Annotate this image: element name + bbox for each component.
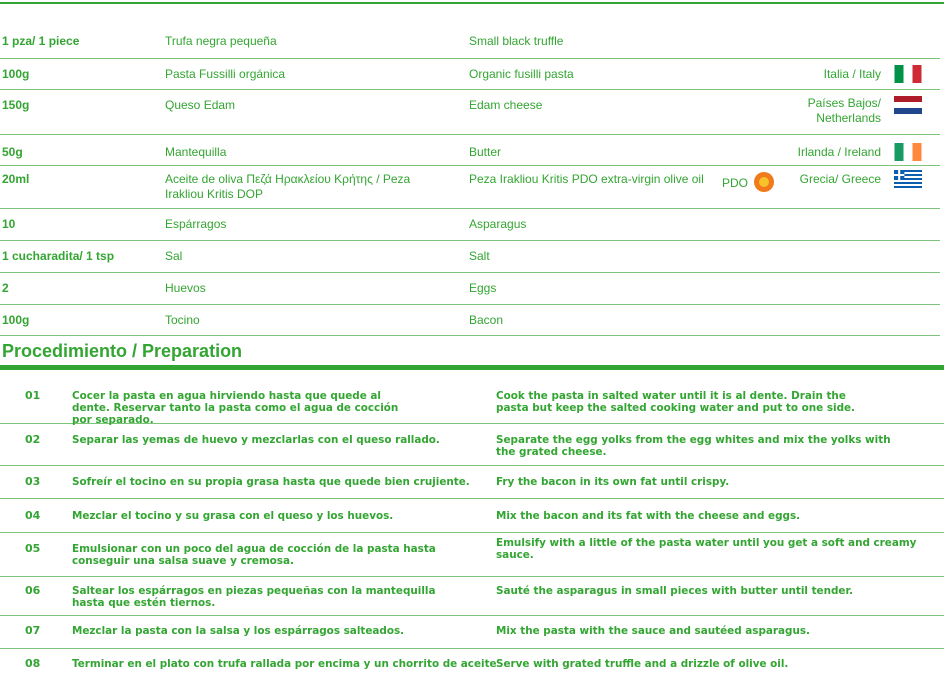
italy-flag-icon bbox=[894, 65, 922, 83]
step-text-en: Emulsify with a little of the pasta water until you get a soft and creamy sauce. bbox=[496, 537, 917, 561]
ingredient-name-en: Organic fusilli pasta bbox=[469, 67, 574, 81]
ireland-flag-icon bbox=[894, 143, 922, 161]
ingredient-row bbox=[0, 273, 940, 305]
ingredient-name-es: Huevos bbox=[165, 281, 206, 295]
step-row bbox=[0, 373, 944, 424]
ingredient-country: Países Bajos/ Netherlands bbox=[807, 96, 881, 125]
step-number: 04 bbox=[25, 509, 41, 522]
step-row bbox=[0, 499, 944, 533]
step-text-en: Mix the pasta with the sauce and sautéed asparagus. bbox=[496, 625, 810, 637]
ingredient-quantity: 50g bbox=[2, 145, 23, 159]
pdo-label: PDO bbox=[722, 176, 749, 190]
ingredient-name-es: Espárragos bbox=[165, 217, 227, 231]
step-number: 07 bbox=[25, 624, 41, 637]
step-text-es: Terminar en el plato con trufa rallada por encima y un chorrito de aceite bbox=[72, 658, 497, 670]
top-divider bbox=[0, 2, 944, 4]
step-text-es: Sofreír el tocino en su propia grasa hasta que quede bien crujiente. bbox=[72, 476, 470, 488]
ingredient-name-en: Butter bbox=[469, 145, 502, 159]
step-row bbox=[0, 577, 944, 616]
netherlands-flag-icon bbox=[894, 96, 922, 114]
step-text-en: Serve with grated truffle and a drizzle of olive oil. bbox=[496, 658, 789, 670]
step-row bbox=[0, 533, 944, 577]
ingredient-name-en: Peza Irakliou Kritis PDO extra-virgin olive oil bbox=[469, 172, 704, 186]
step-row bbox=[0, 616, 944, 649]
section-divider bbox=[0, 365, 944, 370]
ingredient-row bbox=[0, 209, 940, 241]
step-number: 08 bbox=[25, 657, 41, 670]
ingredient-quantity: 20ml bbox=[2, 172, 30, 186]
ingredients-table bbox=[0, 26, 940, 336]
ingredient-name-en: Small black truffle bbox=[469, 34, 564, 48]
ingredient-name-es: Sal bbox=[165, 249, 183, 263]
steps-table bbox=[0, 373, 944, 679]
ingredient-name-es: Trufa negra pequeña bbox=[165, 34, 277, 48]
ingredient-quantity: 100g bbox=[2, 67, 30, 81]
ingredient-quantity: 100g bbox=[2, 313, 30, 327]
step-row bbox=[0, 466, 944, 499]
step-number: 02 bbox=[25, 433, 41, 446]
step-text-es: Cocer la pasta en agua hirviendo hasta que quede al dente. Reservar tanto la pasta como el agua de cocción por separado. bbox=[72, 390, 399, 426]
step-text-es: Saltear los espárragos en piezas pequeñas con la mantequilla hasta que estén tiernos. bbox=[72, 585, 436, 609]
ingredient-name-es: Aceite de oliva Πεζά Ηρακλείου Κρήτης / Peza Irakliou Kritis DOP bbox=[165, 172, 411, 201]
step-text-es: Emulsionar con un poco del agua de cocción de la pasta hasta conseguir una salsa suave y cremosa. bbox=[72, 543, 436, 567]
ingredient-quantity: 150g bbox=[2, 98, 30, 112]
step-text-en: Separate the egg yolks from the egg whites and mix the yolks with the grated cheese. bbox=[496, 434, 891, 458]
ingredient-name-es: Mantequilla bbox=[165, 145, 227, 159]
section-title: Procedimiento / Preparation bbox=[2, 341, 243, 361]
step-text-es: Mezclar el tocino y su grasa con el queso y los huevos. bbox=[72, 510, 394, 522]
ingredient-name-es: Queso Edam bbox=[165, 98, 236, 112]
ingredient-name-en: Edam cheese bbox=[469, 98, 543, 112]
ingredient-row bbox=[0, 90, 940, 135]
step-number: 01 bbox=[25, 389, 41, 402]
ingredient-row bbox=[0, 305, 940, 336]
ingredient-quantity: 1 pza/ 1 piece bbox=[2, 34, 80, 48]
step-text-en: Mix the bacon and its fat with the cheese and eggs. bbox=[496, 510, 801, 522]
ingredient-quantity: 1 cucharadita/ 1 tsp bbox=[2, 249, 115, 263]
ingredient-name-en: Bacon bbox=[469, 313, 504, 327]
ingredient-row bbox=[0, 59, 940, 90]
ingredient-row bbox=[0, 166, 940, 209]
ingredient-name-es: Pasta Fussilli orgánica bbox=[165, 67, 286, 81]
step-text-en: Sauté the asparagus in small pieces with butter until tender. bbox=[496, 585, 854, 597]
step-text-en: Fry the bacon in its own fat until crispy. bbox=[496, 476, 730, 488]
ingredient-country: Grecia/ Greece bbox=[799, 172, 881, 186]
step-row bbox=[0, 649, 944, 679]
step-number: 03 bbox=[25, 475, 41, 488]
greece-flag-icon bbox=[894, 170, 922, 188]
step-text-en: Cook the pasta in salted water until it is al dente. Drain the pasta but keep the salted cooking water and put to one side. bbox=[496, 390, 855, 414]
ingredient-name-en: Asparagus bbox=[469, 217, 527, 231]
step-text-es: Separar las yemas de huevo y mezclarlas con el queso rallado. bbox=[72, 434, 440, 446]
ingredient-row bbox=[0, 26, 940, 59]
ingredient-row bbox=[0, 241, 940, 273]
ingredient-country: Italia / Italy bbox=[823, 67, 881, 81]
ingredient-name-en: Eggs bbox=[469, 281, 497, 295]
ingredient-name-es: Tocino bbox=[165, 313, 200, 327]
step-row bbox=[0, 424, 944, 466]
step-number: 06 bbox=[25, 584, 41, 597]
ingredient-country: Irlanda / Ireland bbox=[797, 145, 881, 159]
ingredient-quantity: 2 bbox=[2, 281, 9, 295]
step-number: 05 bbox=[25, 542, 41, 555]
step-text-es: Mezclar la pasta con la salsa y los espárragos salteados. bbox=[72, 625, 405, 637]
ingredient-quantity: 10 bbox=[2, 217, 16, 231]
ingredient-name-en: Salt bbox=[469, 249, 490, 263]
ingredient-row bbox=[0, 135, 940, 166]
